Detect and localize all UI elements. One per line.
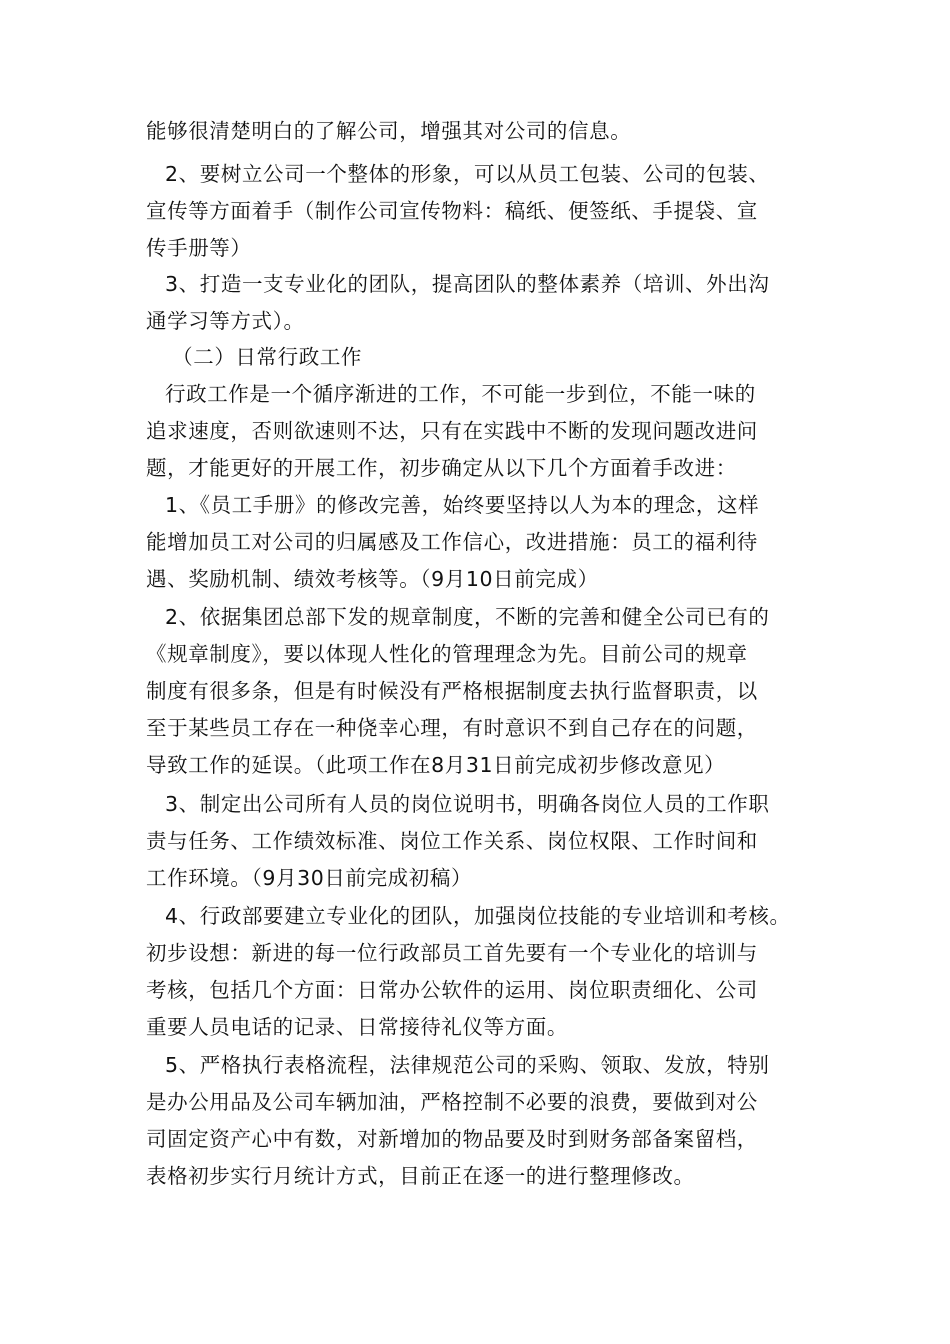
- text-line: 传手册等）: [146, 236, 252, 260]
- text-line: 责与任务、工作绩效标准、岗位工作关系、岗位权限、工作时间和: [146, 829, 758, 853]
- text-line: 4、行政部要建立专业化的团队，加强岗位技能的专业培训和考核。: [165, 904, 791, 928]
- text-line: 遇、奖励机制、绩效考核等。（9月10日前完成）: [146, 567, 599, 591]
- text-line: 初步设想：新进的每一位行政部员工首先要有一个专业化的培训与: [146, 941, 758, 965]
- text-line: 能够很清楚明白的了解公司，增强其对公司的信息。: [146, 119, 632, 143]
- text-line: 制度有很多条，但是有时候没有严格根据制度去执行监督职责，以: [146, 679, 758, 703]
- text-line: 3、打造一支专业化的团队，提高团队的整体素养（培训、外出沟: [165, 272, 770, 296]
- text-line: 导致工作的延误。（此项工作在8月31日前完成初步修改意见）: [146, 753, 726, 777]
- text-line: 题，才能更好的开展工作，初步确定从以下几个方面着手改进：: [146, 456, 737, 480]
- text-line: 表格初步实行月统计方式，目前正在逐一的进行整理修改。: [146, 1164, 695, 1188]
- text-line: 行政工作是一个循序渐进的工作，不可能一步到位，不能一味的: [165, 382, 756, 406]
- text-line: 至于某些员工存在一种侥幸心理，有时意识不到自己存在的问题，: [146, 716, 758, 740]
- text-line: 2、要树立公司一个整体的形象，可以从员工包装、公司的包装、: [165, 162, 770, 186]
- text-line: 能增加员工对公司的归属感及工作信心，改进措施：员工的福利待: [146, 530, 758, 554]
- text-line: 追求速度，否则欲速则不达，只有在实践中不断的发现问题改进问: [146, 419, 758, 443]
- text-line: 《规章制度》，要以体现人性化的管理理念为先。目前公司的规章: [146, 642, 748, 666]
- text-line: 2、依据集团总部下发的规章制度，不断的完善和健全公司已有的: [165, 605, 770, 629]
- text-line: 考核，包括几个方面：日常办公软件的运用、岗位职责细化、公司: [146, 978, 758, 1002]
- text-line: 通学习等方式）。: [146, 309, 305, 333]
- text-line: 1、《员工手册》的修改完善，始终要坚持以人为本的理念，这样: [165, 493, 760, 517]
- text-line: 工作环境。（9月30日前完成初稿）: [146, 866, 473, 890]
- text-line: 3、制定出公司所有人员的岗位说明书，明确各岗位人员的工作职: [165, 792, 770, 816]
- text-line: 5、严格执行表格流程，法律规范公司的采购、领取、发放，特别: [165, 1053, 770, 1077]
- text-line: 宣传等方面着手（制作公司宣传物料：稿纸、便签纸、手提袋、宣: [146, 199, 758, 223]
- text-line: 是办公用品及公司车辆加油，严格控制不必要的浪费，要做到对公: [146, 1090, 758, 1114]
- text-line: 重要人员电话的记录、日常接待礼仪等方面。: [146, 1015, 568, 1039]
- text-line: 司固定资产心中有数，对新增加的物品要及时到财务部备案留档，: [146, 1127, 758, 1151]
- section-heading: （二）日常行政工作: [165, 345, 363, 369]
